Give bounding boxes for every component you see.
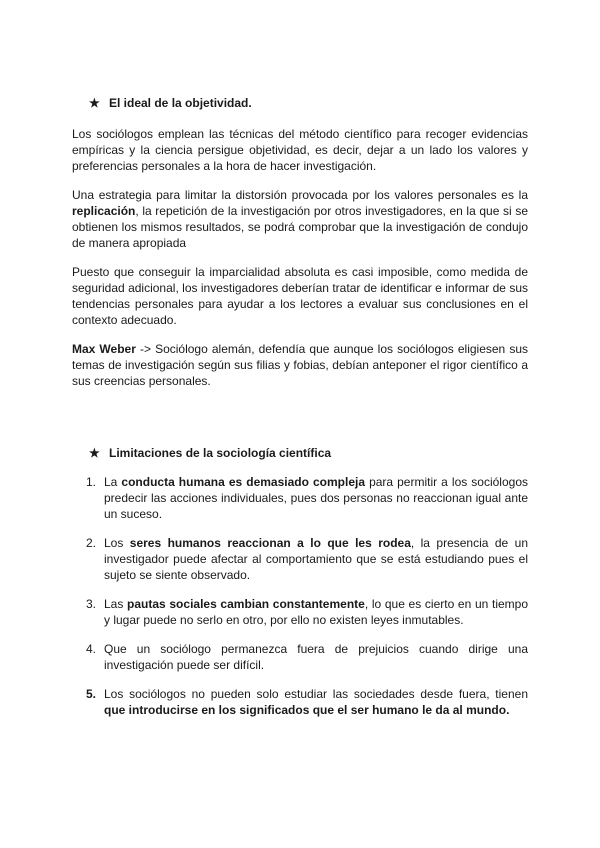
paragraph: Los sociólogos emplean las técnicas del método científico para recoger evidencias empíricas y la ciencia persigue objetividad, es decir, dejar a un lado los valores y preferencias personales a la hora de hacer investigación. [72, 127, 528, 173]
list-number: 1. [86, 475, 97, 489]
list-number: 5. [86, 687, 97, 701]
list-item: 4. Que un sociólogo permanezca fuera de prejuicios cuando dirige una investigación puede ser difícil. [86, 642, 528, 672]
list-number: 3. [86, 597, 97, 611]
list-item: 1. La conducta humana es demasiado compleja para permitir a los sociólogos predecir las acciones individuales, pues dos personas no reaccionan igual ante un suceso. [86, 475, 528, 521]
list-number: 2. [86, 536, 97, 550]
star-bullet-icon: ★ [89, 446, 100, 460]
bold-term: Max Weber [72, 342, 136, 356]
section-title: Limitaciones de la sociología científica [109, 446, 332, 460]
star-bullet-icon: ★ [89, 96, 100, 110]
paragraph: Max Weber -> Sociólogo alemán, defendía que aunque los sociólogos eligiesen sus temas de investigación según sus filias y fobias, debían anteponer el rigor científico a sus creencias personales. [72, 342, 528, 388]
list-item: 2. Los seres humanos reaccionan a lo que les rodea, la presencia de un investigador puede afectar al comportamiento que se está estudiando pues el sujeto se siente observado. [86, 536, 528, 582]
list-number: 4. [86, 642, 97, 656]
paragraph: Una estrategia para limitar la distorsión provocada por los valores personales es la replicación, la repetición de la investigación por otros investigadores, en la que si se obtienen los mismos resultados, se podrá comprobar que la investigación de condujo de manera apropiada [72, 188, 528, 250]
section-heading-limitaciones [72, 446, 528, 460]
list-item: 3. Las pautas sociales cambian constantemente, lo que es cierto en un tiempo y lugar puede no serlo en otro, por ello no existen leyes inmutables. [86, 597, 528, 627]
paragraph: Puesto que conseguir la imparcialidad absoluta es casi imposible, como medida de seguridad adicional, los investigadores deberían tratar de identificar e informar de sus tendencias personales para ayudar a los lectores a evaluar sus conclusiones en el contexto adecuado. [72, 265, 528, 327]
bold-term: replicación [72, 204, 136, 218]
document-page [72, 96, 528, 718]
section-heading-objetividad [72, 96, 528, 110]
limitations-list [72, 474, 528, 718]
section-title: El ideal de la objetividad. [109, 96, 252, 110]
list-item: 5. Los sociólogos no pueden solo estudiar las sociedades desde fuera, tienen que introducirse en los significados que el ser humano le da al mundo. [86, 687, 528, 717]
